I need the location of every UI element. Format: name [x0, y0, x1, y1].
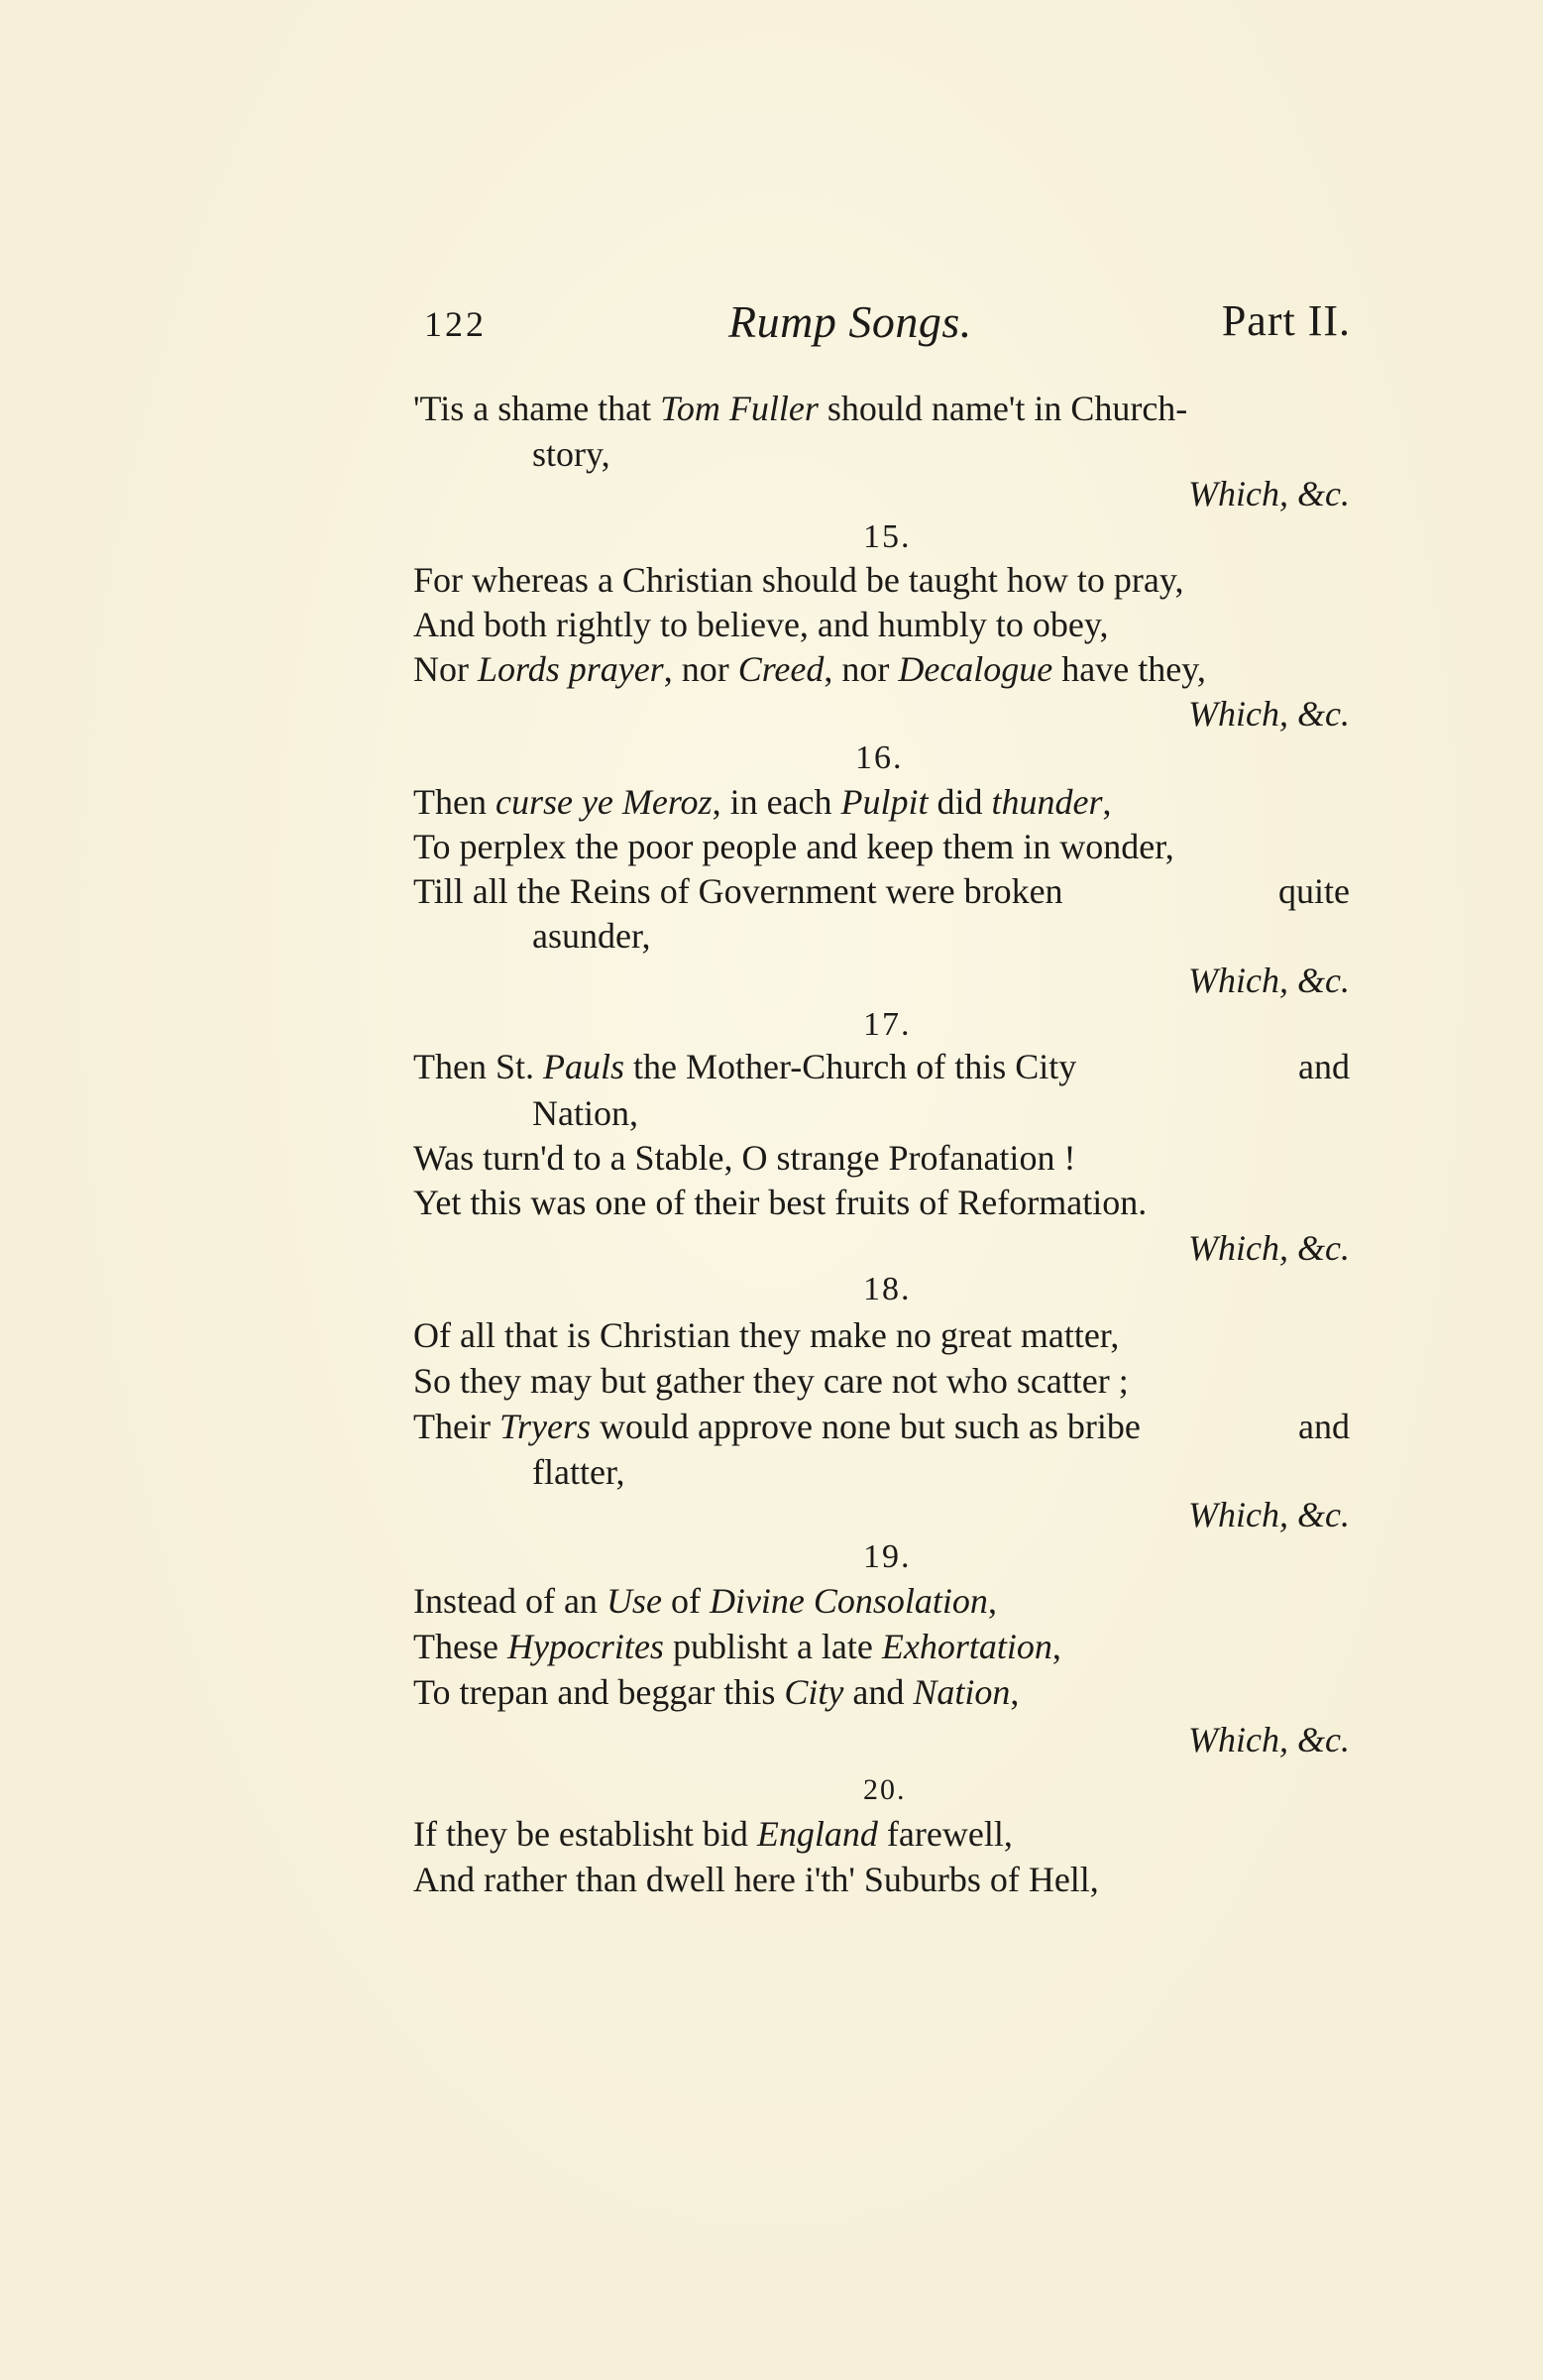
verse-line: asunder,	[532, 916, 651, 956]
stanza-number: 17.	[863, 1006, 912, 1043]
verse-line: And rather than dwell here i'th' Suburbs of Hell,	[413, 1860, 1099, 1899]
verse-line: To perplex the poor people and keep them in wonder,	[413, 827, 1174, 866]
verse-line: Was turn'd to a Stable, O strange Profanation !	[413, 1138, 1076, 1178]
verse-line: Of all that is Christian they make no great matter,	[413, 1315, 1120, 1355]
running-header	[424, 295, 1351, 355]
verse-line: Then curse ye Meroz, in each Pulpit did thunder,	[413, 782, 1112, 822]
verse-line: For whereas a Christian should be taught how to pray,	[413, 560, 1184, 600]
refrain: Which, &c.	[1188, 694, 1350, 734]
refrain: Which, &c.	[1188, 1720, 1350, 1759]
running-title: Rump Songs.	[728, 296, 972, 347]
verse-line: story,	[532, 434, 610, 474]
refrain: Which, &c.	[1188, 961, 1350, 1000]
refrain: Which, &c.	[1188, 474, 1350, 513]
refrain: Which, &c.	[1188, 1228, 1350, 1268]
part-label: Part II.	[1221, 296, 1351, 345]
verse-line: Their Tryers would approve none but such as bribe and	[413, 1407, 1350, 1446]
verse-line: Nor Lords prayer, nor Creed, nor Decalogue have they,	[413, 649, 1206, 689]
verse-line: And both rightly to believe, and humbly to obey,	[413, 605, 1109, 644]
stanza-number: 18.	[863, 1271, 912, 1307]
verse-line: 'Tis a shame that Tom Fuller should name't in Church-	[413, 389, 1188, 428]
verse-line: Yet this was one of their best fruits of Reformation.	[413, 1183, 1148, 1222]
verse-line: So they may but gather they care not who scatter ;	[413, 1361, 1129, 1401]
verse-line: To trepan and beggar this City and Nation,	[413, 1672, 1020, 1712]
stanza-number: 16.	[855, 739, 904, 776]
stanza-number: 20.	[863, 1773, 907, 1806]
stanza-number: 15.	[863, 518, 912, 555]
verse-line: Instead of an Use of Divine Consolation,	[413, 1581, 997, 1621]
verse-line: Nation,	[532, 1093, 638, 1133]
verse-line: flatter,	[532, 1452, 625, 1492]
verse-line: Till all the Reins of Government were broken quite	[413, 871, 1350, 911]
page-number: 122	[424, 304, 487, 344]
stanza-number: 19.	[863, 1538, 912, 1575]
verse-line: These Hypocrites publisht a late Exhortation,	[413, 1627, 1061, 1666]
refrain: Which, &c.	[1188, 1495, 1350, 1534]
verse-line: If they be establisht bid England farewell,	[413, 1814, 1013, 1854]
verse-line: Then St. Pauls the Mother-Church of this City and	[413, 1047, 1350, 1086]
